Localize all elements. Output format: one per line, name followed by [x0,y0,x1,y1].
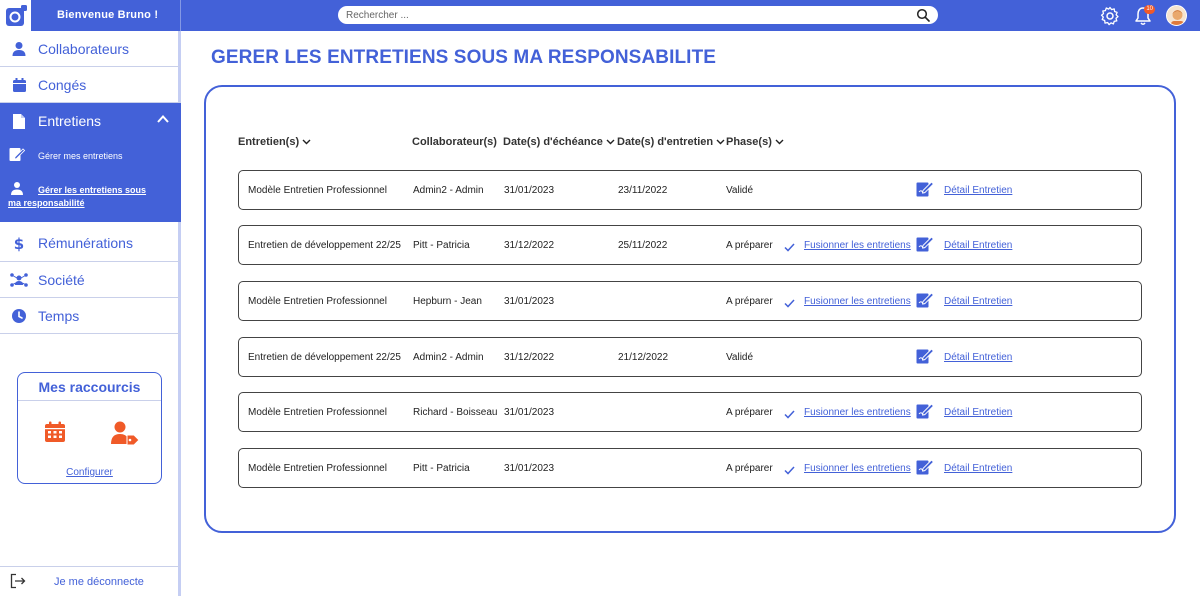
merge-interviews-link[interactable]: Fusionner les entretiens [804,240,911,251]
logout-label: Je me déconnecte [54,576,144,588]
avatar[interactable] [1166,5,1187,26]
sidebar-item-label: Entretiens [38,113,102,129]
notification-badge: 10 [1146,6,1153,12]
interview-detail-link[interactable]: Détail Entretien [944,240,1013,251]
search-input[interactable] [346,7,906,23]
logout-button[interactable] [0,566,181,596]
cell-entretien: Modèle Entretien Professionnel [248,185,387,196]
merge-interviews-link[interactable]: Fusionner les entretiens [804,407,911,418]
calendar-icon [0,77,38,93]
cell-echeance: 31/01/2023 [504,463,555,474]
edit-document-icon[interactable] [916,292,934,314]
user-icon [0,41,38,57]
cell-phase: Validé [726,185,754,196]
cell-entretien: Modèle Entretien Professionnel [248,296,387,307]
table-row [238,448,1142,488]
edit-document-icon[interactable] [916,403,934,425]
interview-detail-link[interactable]: Détail Entretien [944,352,1013,363]
column-header-echeance[interactable] [503,136,615,148]
entretiens-submenu [0,139,181,222]
network-icon [0,272,38,288]
shortcuts-panel [17,372,162,484]
check-icon [784,462,795,480]
configure-link[interactable]: Configurer [66,467,113,478]
column-header-label: Phase(s) [726,136,772,148]
check-icon [784,406,795,424]
cell-collaborateur: Admin2 - Admin [413,185,484,196]
table-row [238,225,1142,265]
check-icon [784,295,795,313]
user-tag-shortcut-icon[interactable] [110,421,140,450]
cell-phase: Validé [726,352,754,363]
table-row [238,170,1142,210]
sidebar-item-collaborateurs[interactable] [0,31,181,67]
cell-collaborateur: Pitt - Patricia [413,240,470,251]
svg-text:$: $ [13,234,25,252]
cell-echeance: 31/01/2023 [504,296,555,307]
cell-collaborateur: Hepburn - Jean [413,296,482,307]
chevron-down-icon[interactable] [302,139,311,145]
sidebar-item-label: Congés [38,76,87,93]
sidebar-item-temps[interactable] [0,298,181,334]
edit-document-icon[interactable] [916,348,934,370]
sidebar-item-remunerations[interactable] [0,225,181,262]
top-bar [0,0,1200,31]
column-header-label: Collaborateur(s) [412,136,497,148]
merge-interviews-link[interactable]: Fusionner les entretiens [804,463,911,474]
check-icon [784,239,795,257]
cell-date-entretien: 25/11/2022 [618,240,668,251]
chevron-down-icon[interactable] [606,139,615,145]
document-icon [0,113,38,130]
subitem-label-line2: ma responsabilité [8,198,85,208]
edit-document-icon[interactable] [916,236,934,258]
interview-detail-link[interactable]: Détail Entretien [944,463,1013,474]
cell-date-entretien: 21/12/2022 [618,352,669,363]
settings-button[interactable] [1099,5,1121,27]
notifications-button[interactable] [1132,5,1154,27]
sidebar-item-label: Rémunérations [38,235,133,251]
cell-echeance: 31/12/2022 [504,240,555,251]
chevron-down-icon[interactable] [716,139,725,145]
edit-document-icon[interactable] [916,459,934,481]
cell-echeance: 31/12/2022 [504,352,555,363]
sidebar-item-entretiens[interactable] [0,103,181,139]
cell-entretien: Entretien de développement 22/25 [248,352,401,363]
edit-document-icon[interactable] [916,181,934,203]
sidebar-item-label: Société [38,271,85,288]
table-row [238,281,1142,321]
interview-detail-link[interactable]: Détail Entretien [944,296,1013,307]
gear-icon [1100,6,1120,26]
cell-echeance: 31/01/2023 [504,407,555,418]
cell-phase: A préparer [726,463,773,474]
topbar-divider [180,0,181,31]
cell-date-entretien: 23/11/2022 [618,185,668,196]
page-title: GERER LES ENTRETIENS SOUS MA RESPONSABILITE [211,47,717,68]
cell-entretien: Entretien de développement 22/25 [248,240,401,251]
cell-collaborateur: Richard - Boisseau [413,407,498,418]
column-header-entretien[interactable] [238,136,311,148]
cell-phase: A préparer [726,407,773,418]
search-icon[interactable] [916,8,930,22]
subitem-label: Gérer mes entretiens [38,151,123,161]
merge-interviews-link[interactable]: Fusionner les entretiens [804,296,911,307]
column-header-label: Entretien(s) [238,136,300,148]
cell-phase: A préparer [726,240,773,251]
search-bar[interactable] [338,6,938,24]
sidebar-item-label: Temps [38,307,80,324]
sidebar-item-societe[interactable] [0,262,181,298]
column-header-label: Date(s) d'entretien [617,136,714,148]
interview-detail-link[interactable]: Détail Entretien [944,185,1013,196]
cell-entretien: Modèle Entretien Professionnel [248,407,387,418]
sidebar-item-conges[interactable] [0,67,181,103]
cell-phase: A préparer [726,296,773,307]
manager-icon [9,181,25,198]
dollar-icon [0,235,38,252]
calendar-shortcut-icon[interactable] [44,421,66,448]
shortcuts-title: Mes raccourcis [18,373,161,401]
subitem-label-line1: Gérer les entretiens sous [38,185,147,195]
sidebar [0,31,181,596]
cell-entretien: Modèle Entretien Professionnel [248,463,387,474]
cell-collaborateur: Pitt - Patricia [413,463,470,474]
cell-echeance: 31/01/2023 [504,185,555,196]
table-row [238,337,1142,377]
column-header-date-entretien[interactable] [617,136,725,148]
table-row [238,392,1142,432]
clock-icon [0,308,38,324]
app-logo[interactable] [0,0,31,31]
column-header-collaborateur [412,136,497,148]
column-header-phase[interactable] [726,136,784,148]
interview-detail-link[interactable]: Détail Entretien [944,407,1013,418]
avatar-image [1167,6,1187,26]
edit-document-icon [9,147,25,164]
chevron-up-icon[interactable] [157,114,169,124]
welcome-text: Bienvenue Bruno ! [57,9,159,21]
logo-icon [4,4,28,28]
sidebar-item-label: Collaborateurs [38,40,130,57]
logout-icon [10,573,26,594]
chevron-down-icon[interactable] [775,139,784,145]
column-header-label: Date(s) d'échéance [503,136,603,148]
cell-collaborateur: Admin2 - Admin [413,352,484,363]
